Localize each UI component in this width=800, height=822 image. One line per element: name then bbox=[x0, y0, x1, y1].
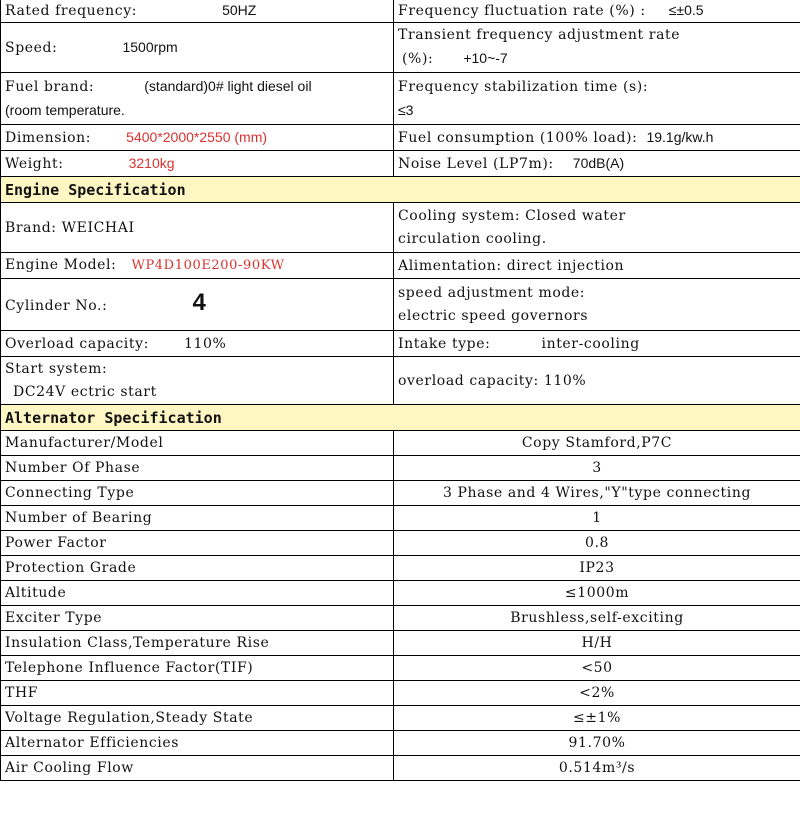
noise-level-label: Noise Level (LP7m): bbox=[398, 156, 554, 172]
overload-capacity-2: overload capacity: 110% bbox=[394, 357, 800, 405]
fuel-consumption-label: Fuel consumption (100% load): bbox=[398, 130, 638, 146]
spec-label: Insulation Class,Temperature Rise bbox=[1, 631, 394, 656]
cylinder-cell bbox=[1, 279, 394, 331]
fuel-brand-label: Fuel brand: bbox=[5, 79, 95, 95]
engine-model-label: Engine Model: bbox=[5, 257, 117, 273]
row-weight bbox=[1, 151, 800, 177]
row-start-system bbox=[1, 357, 800, 405]
engine-section-title: Engine Specification bbox=[1, 177, 800, 203]
row-engine-model bbox=[1, 253, 800, 279]
start-system-line1: Start system: bbox=[5, 360, 108, 377]
frequency-stabilization-label: Frequency stabilization time (s): bbox=[398, 78, 649, 95]
spec-value: Brushless,self-exciting bbox=[394, 606, 800, 631]
table-row bbox=[1, 756, 800, 781]
cooling-system-line1: Cooling system: Closed water bbox=[398, 207, 626, 224]
row-overload bbox=[1, 331, 800, 357]
row-speed bbox=[1, 23, 800, 73]
transient-label: Transient frequency adjustment rate bbox=[398, 27, 681, 43]
speed-cell bbox=[1, 23, 394, 73]
speed-adjustment-line2: electric speed governors bbox=[398, 307, 589, 324]
frequency-fluctuation-cell bbox=[394, 0, 800, 23]
table-row bbox=[1, 731, 800, 756]
table-row bbox=[1, 456, 800, 481]
spec-value: 91.70% bbox=[394, 731, 800, 756]
table-row bbox=[1, 531, 800, 556]
intake-cell bbox=[394, 331, 800, 357]
frequency-fluctuation-label: Frequency fluctuation rate (%) : bbox=[398, 3, 646, 19]
overload-value: 110% bbox=[183, 335, 227, 352]
fuel-consumption-cell bbox=[394, 125, 800, 151]
intake-value: inter-cooling bbox=[541, 335, 640, 352]
speed-adjustment-cell bbox=[394, 279, 800, 331]
cooling-system-cell bbox=[394, 203, 800, 253]
fuel-brand-cell bbox=[1, 73, 394, 125]
table-row bbox=[1, 706, 800, 731]
spec-label: Number of Bearing bbox=[1, 506, 394, 531]
fuel-brand-value: (standard)0# light diesel oil bbox=[144, 78, 312, 94]
spec-value: <2% bbox=[394, 681, 800, 706]
spec-value: ≤±1% bbox=[394, 706, 800, 731]
spec-value: 3 Phase and 4 Wires,"Y"type connecting bbox=[394, 481, 800, 506]
spec-value: ≤1000m bbox=[394, 581, 800, 606]
spec-label: Voltage Regulation,Steady State bbox=[1, 706, 394, 731]
spec-label: Number Of Phase bbox=[1, 456, 394, 481]
spec-value: H/H bbox=[394, 631, 800, 656]
table-row bbox=[1, 681, 800, 706]
row-fuel-brand bbox=[1, 73, 800, 125]
table-row bbox=[1, 631, 800, 656]
transient-value: +10~-7 bbox=[463, 50, 508, 66]
noise-level-cell bbox=[394, 151, 800, 177]
speed-value: 1500rpm bbox=[122, 39, 178, 55]
transient-cell bbox=[394, 23, 800, 73]
speed-adjustment-line1: speed adjustment mode: bbox=[398, 284, 586, 301]
row-engine-brand bbox=[1, 203, 800, 253]
intake-label: Intake type: bbox=[398, 335, 491, 352]
table-row bbox=[1, 506, 800, 531]
alternator-section-title: Alternator Specification bbox=[1, 405, 800, 431]
overload-label: Overload capacity: bbox=[5, 335, 149, 352]
cylinder-value: 4 bbox=[192, 289, 207, 316]
dimension-cell bbox=[1, 125, 394, 151]
engine-brand: Brand: WEICHAI bbox=[1, 203, 394, 253]
engine-section-header bbox=[1, 177, 800, 203]
alimentation: Alimentation: direct injection bbox=[394, 253, 800, 279]
spec-label: Altitude bbox=[1, 581, 394, 606]
start-system-line2: DC24V ectric start bbox=[13, 383, 157, 400]
row-rated-frequency bbox=[1, 0, 800, 23]
table-row bbox=[1, 431, 800, 456]
noise-level-value: 70dB(A) bbox=[572, 155, 625, 171]
spec-value: IP23 bbox=[394, 556, 800, 581]
alternator-section-header bbox=[1, 405, 800, 431]
row-cylinder bbox=[1, 279, 800, 331]
spec-value: <50 bbox=[394, 656, 800, 681]
dimension-label: Dimension: bbox=[5, 130, 92, 146]
speed-label: Speed: bbox=[5, 40, 58, 56]
spec-label: Manufacturer/Model bbox=[1, 431, 394, 456]
rated-frequency-label: Rated frequency: bbox=[5, 3, 138, 19]
spec-value: Copy Stamford,P7C bbox=[394, 431, 800, 456]
weight-label: Weight: bbox=[5, 156, 64, 172]
fuel-brand-value-line2: (room temperature. bbox=[5, 102, 125, 118]
engine-model-value: WP4D100E200-90KW bbox=[131, 258, 285, 273]
spec-label: Connecting Type bbox=[1, 481, 394, 506]
engine-model-cell bbox=[1, 253, 394, 279]
spec-label: THF bbox=[1, 681, 394, 706]
frequency-fluctuation-value: ≤±0.5 bbox=[668, 2, 704, 18]
table-row bbox=[1, 556, 800, 581]
overload-cell bbox=[1, 331, 394, 357]
spec-label: Power Factor bbox=[1, 531, 394, 556]
spec-label: Alternator Efficiencies bbox=[1, 731, 394, 756]
spec-value: 1 bbox=[394, 506, 800, 531]
spec-label: Telephone Influence Factor(TIF) bbox=[1, 656, 394, 681]
rated-frequency-value: 50HZ bbox=[222, 2, 257, 18]
cylinder-label: Cylinder No.: bbox=[5, 298, 108, 314]
frequency-stabilization-value: ≤3 bbox=[398, 101, 414, 118]
start-system-cell bbox=[1, 357, 394, 405]
transient-unit: (%): bbox=[402, 51, 434, 67]
spec-value: 3 bbox=[394, 456, 800, 481]
spec-value: 0.8 bbox=[394, 531, 800, 556]
rated-frequency-cell bbox=[1, 0, 394, 23]
table-row bbox=[1, 581, 800, 606]
spec-label: Air Cooling Flow bbox=[1, 756, 394, 781]
frequency-stabilization-cell bbox=[394, 73, 800, 125]
weight-cell bbox=[1, 151, 394, 177]
spec-label: Protection Grade bbox=[1, 556, 394, 581]
table-row bbox=[1, 481, 800, 506]
table-row bbox=[1, 656, 800, 681]
spec-value: 0.514m³/s bbox=[394, 756, 800, 781]
row-dimension bbox=[1, 125, 800, 151]
weight-value: 3210kg bbox=[128, 155, 175, 171]
dimension-value: 5400*2000*2550 (mm) bbox=[126, 129, 268, 145]
fuel-consumption-value: 19.1g/kw.h bbox=[646, 129, 714, 145]
cooling-system-line2: circulation cooling. bbox=[398, 230, 547, 247]
spec-label: Exciter Type bbox=[1, 606, 394, 631]
table-row bbox=[1, 606, 800, 631]
